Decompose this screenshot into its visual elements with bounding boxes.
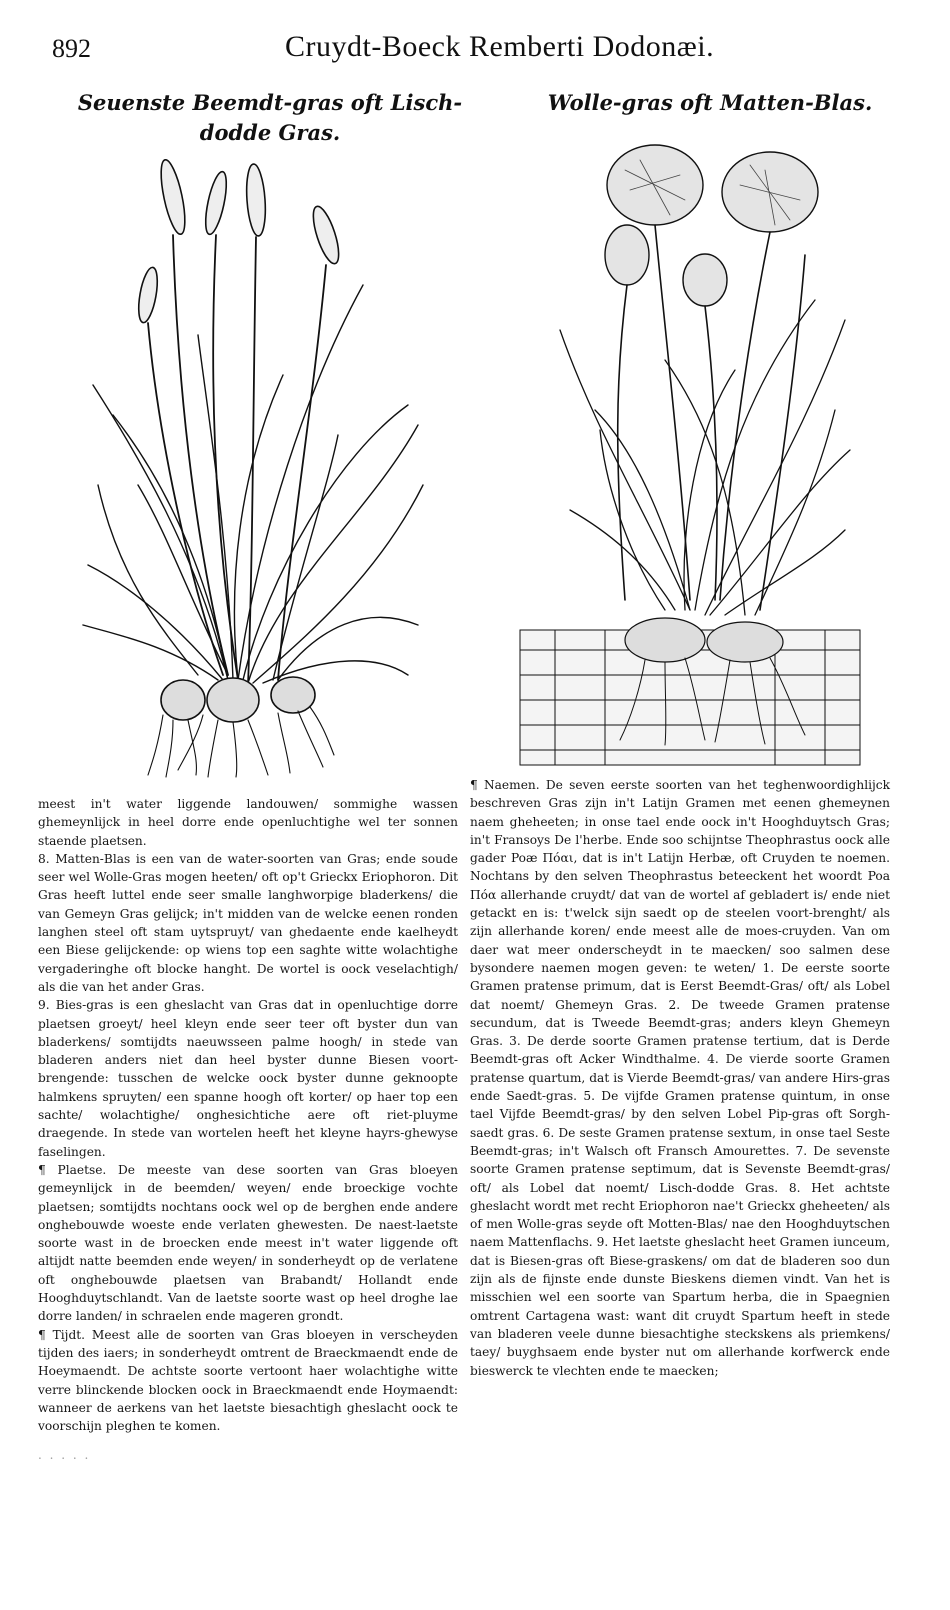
left-paragraph: ¶ Tijdt. Meest alle de soorten van Gras bloeyen in verscheyden tijden des iaers; in sonderheydt omtrent de Braeckmaendt ende de Hoeymaendt. De achtste soorte vertoont haer wolachtighe witte verre blinckende blocken oock in Braeckmaendt ende Hoymaendt: wanneer de aerkens van het laetste biesachtigh gheslacht oock te voorschijn pleghen te komen. [38,1327,458,1434]
left-paragraph: 9. Bies-gras is een gheslacht van Gras dat in openluchtige dorre plaetsen groeyt/ heel kleyn ende seer teer oft byster dun van bladerkens/ somtijdts naeuwsseen palme hoogh/ in stede van bladeren anders niet dan heel byster dunne Biesen voort-brengende: tusschen de welcke oock byster dunne geknoopte halmkens spruyten/ een spanne hoogh oft korter/ op haer top een sachte/ wolachtighe/ onghesichtiche aere oft riet-pluyme draegende. In stede van wortelen heeft het kleyne hayrs-ghewyse faselingen. [38,998,458,1159]
right-paragraph: ¶ Naemen. De seven eerste soorten van het teghenwoordighlijck beschreven Gras zijn in't Latijn Gramen met eenen ghemeynen naem gheheeten; in onse tael ende oock in't Hooghduytsch Gras; in't Fransoys De l'herbe. Ende soo schijntse Theophrastus oock alle gader Poæ Πόαι, dat is in't Latijn Herbæ, oft Cruyden te noemen. Nochtans by den selven Theophrastus beteeckent het woordt Poa Πόα allerhande cruydt/ dat van de wortel af gebladert is/ ende niet getackt en is: t'welck sijn saedt op de steelen voort-brenght/ als zijn allerhande koren/ ende meest alle de moes-cruyden. Van om daer wat meer onderscheydt in te maecken/ soo salmen dese bysondere naemen mogen geven: te weten/ 1. De eerste soorte Gramen pratense primum, dat is Eerst Beemdt-Gras/ oft/ als Lobel dat noemt/ Ghemeyn Gras. 2. De tweede Gramen pratense secundum, dat is Tweede Beemdt-gras; anders kleyn Ghemeyn Gras. 3. De derde soorte Gramen pratense tertium, dat is Derde Beemdt-gras oft Acker Windthalme. 4. De vierde soorte Gramen pratense quartum, dat is Vierde Beemdt-gras/ van andere Hirs-gras ende Saedt-gras. 5. De vijfde Gramen pratense quintum, in onse tael Vijfde Beemdt-gras/ by den selven Lobel Pip-gras oft Sorgh-saedt gras. 6. De seste Gramen pratense sextum, in onse tael Seste Beemdt-gras; in't Walsch oft Fransch Amourettes. 7. De sevenste soorte Gramen pratense septimum, dat is Sevenste Beemdt-gras/ oft/ als Lobel dat noemt/ Lisch-dodde Gras. 8. Het achtste gheslacht wordt met recht Eriophoron nae't Grieckx gheheeten/ als of men Wolle-gras seyde oft Motten-Blas/ nae den Hooghduytschen naem Mattenflachs. 9. Het laetste gheslacht heet Gramen iunceum, dat is Biesen-gras oft Biese-graskens/ om dat de bladeren soo dun zijn als de fijnste ende dunste Bieskens diemen vindt. Van het is misschien wel een soorte van Spartum herba, die in Spaegnien omtrent Cartagena wast: want dit cruydt Spartum heeft in stede van bladeren veele dunne biesachtighe steckskens als priemkens/ taey/ buyghsaem ende byster nut om allerhande korfwerck ende bieswerck te vlechten ende te maecken; [470,778,890,1378]
right-text-column [470,776,890,1380]
cotton-grass-woodcut-illustration [515,130,870,770]
left-paragraph: ¶ Plaetse. De meeste van dese soorten van Gras bloeyen gemeynlijck in de beemden/ weyen/ ende broeckige vochte plaetsen; somtijdts nochtans oock wel op de berghen ende andere ongheb​ouwde woeste ende verlaten ghewesten. De naest-laetste soorte wast in de broecken ende meest in't water liggende oft altijdt natte beemden ende weyen/ in sonderheydt op de verlatene oft ongheb​ouwde plaetsen van Brabandt/ Hollandt ende Hooghduytschlandt. Van de laetste soorte wast op heel droghe lae dorre landen/ in schraelen ende mageren grondt. [38,1162,458,1324]
running-head: Cruydt-Boeck Remberti Dodonæi. [285,30,715,63]
left-paragraph: 8. Matten-Blas is een van de water-soorten van Gras; ende soude seer wel Wolle-Gras mogen heeten/ oft op't Grieckx Eriophoron. Dit Gras heeft luttel ende seer smalle langhworpige bladerkens/ die van Gemeyn Gras gelijck; in't midden van de welcke eenen ronden langhen steel oft stam uytspruyt/ van ghedaente ende kaelheydt een Biese gelijckende: op wiens top een saghte witte wolachtighe vergaderinghe oft blocke hanght. De wortel is oock veselachtigh/ als die van het ander Gras. [38,851,458,994]
trailing-dots: . . . . . [38,1448,91,1462]
left-paragraph: meest in't water liggende landouwen/ sommighe wassen ghemeynlijck in heel dorre ende openluchtighe wel ter sonnen staende plaetsen. [38,797,458,848]
page-number: 892 [52,34,91,63]
right-figure-title: Wolle-gras oft Matten-Blas. [547,90,873,115]
left-figure-title: Seuenste Beemdt-gras oft Lisch-dodde Gras. [77,90,463,145]
grass-woodcut-illustration [78,155,440,780]
left-text-column [38,795,458,1435]
